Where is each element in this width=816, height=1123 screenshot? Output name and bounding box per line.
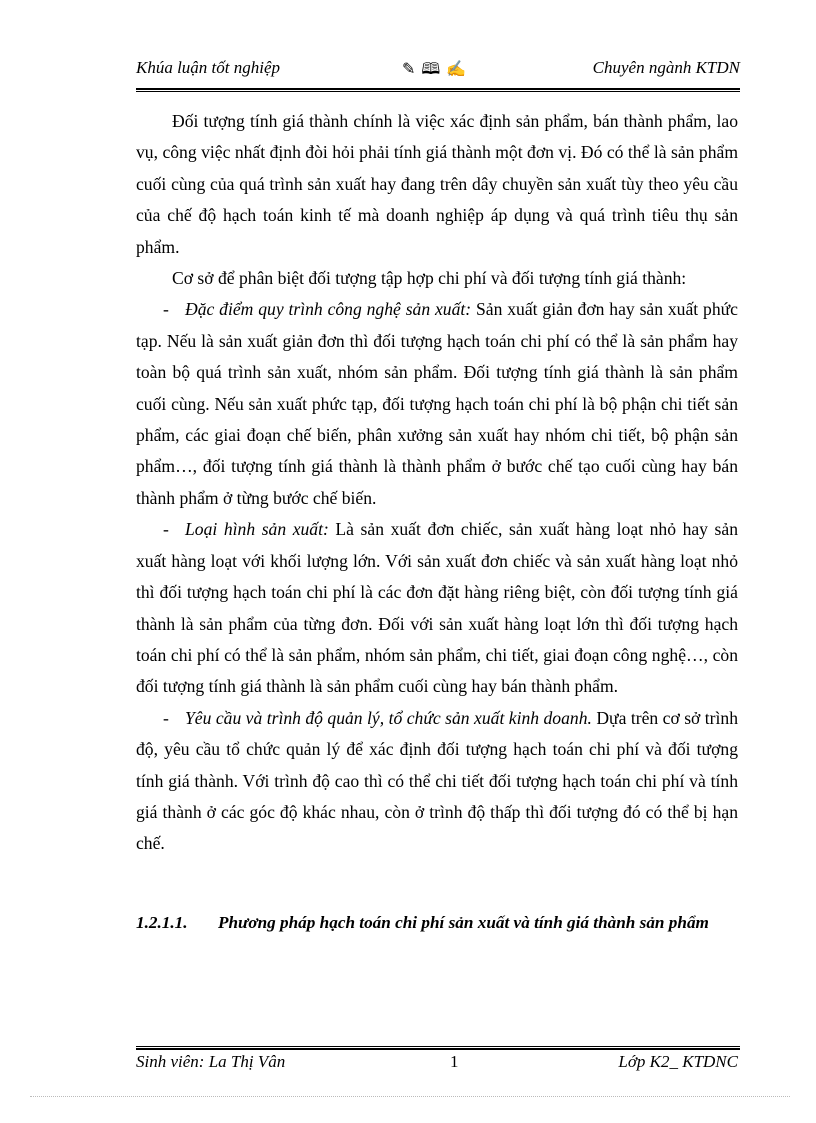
section-number: 1.2.1.1. <box>136 913 188 932</box>
paragraph-intro: Đối tượng tính giá thành chính là việc xác định sản phẩm, bán thành phẩm, lao vụ, công việc nhất định đòi hỏi phải tính giá thành một đơn vị. Đó có thể là sản phẩm cuối cùng của quá trình sản xuất hay đang trên dây chuyền sản xuất tùy theo yêu cầu của chế độ hạch toán kinh tế mà doanh nghiệp áp dụng và quá trình tiêu thụ sản phẩm. <box>136 111 738 257</box>
list-item-label: Yêu cầu và trình độ quản lý, tổ chức sản xuất kinh doanh. <box>185 707 592 728</box>
header-rule <box>136 88 740 92</box>
footer-student: Sinh viên: La Thị Vân <box>136 1052 286 1071</box>
header-thesis-title: Khúa luận tốt nghiệp <box>136 58 281 77</box>
section-heading <box>136 913 709 933</box>
list-dash: - <box>163 707 169 728</box>
list-dash: - <box>163 519 169 540</box>
list-item-process <box>136 294 738 514</box>
header-ornament-icon: ✎ 🕮 ✍ <box>402 61 468 78</box>
page-header <box>136 58 740 82</box>
list-item-text: Dựa trên cơ sở trình độ, yêu cầu tổ chức quản lý để xác định đối tượng hạch toán chi phí và đối tượng tính giá thành. Với trình độ cao thì có thể chi tiết đối tượng hạch toán chi phí và tính giá thành ở các góc độ khác nhau, còn ở trình độ thấp thì đối tượng đó có thể bị hạn chế. <box>136 707 739 854</box>
list-item-management <box>136 703 738 860</box>
list-item-label: Loại hình sản xuất: <box>185 519 329 540</box>
footer-class: Lớp K2_ KTDNC <box>618 1052 738 1071</box>
section-title: Phương pháp hạch toán chi phí sản xuất và tính giá thành sản phẩm <box>218 913 709 932</box>
list-item-production-type <box>136 514 738 702</box>
page-number: 1 <box>450 1052 459 1071</box>
body-text <box>136 106 738 860</box>
list-item-label: Đặc điểm quy trình công nghệ sản xuất: <box>185 299 472 320</box>
list-dash: - <box>163 299 169 320</box>
list-item-text: Sản xuất giản đơn hay sản xuất phức tạp. Nếu là sản xuất giản đơn thì đối tượng hạch toán chi phí có thể là sản phẩm hay toàn bộ quá trình sản xuất, nhóm sản phẩm. Đối tượng tính giá thành là sản phẩm cuối cùng. Nếu sản xuất phức tạp, đối tượng hạch toán chi phí là bộ phận chi tiết sản phẩm, các giai đoạn chế biến, phân xưởng sản xuất hay nhóm chi tiết, bộ phận sản phẩm…, đối tượng tính giá thành là thành phẩm ở bước chế tạo cuối cùng hay bán thành phẩm ở từng bước chế biến. <box>136 299 738 508</box>
list-item-text: Là sản xuất đơn chiếc, sản xuất hàng loạt nhỏ hay sản xuất hàng loạt với khối lượng lớn. Với sản xuất đơn chiếc và sản xuất hàng loạt nhỏ thì đối tượng hạch toán chi phí là các đơn đặt hàng riêng biệt, còn đối tượng tính giá thành là sản phẩm của từng đơn. Đối với sản xuất hàng loạt lớn thì đối tượng hạch toán chi phí có thể là sản phẩm, nhóm sản phẩm, chi tiết, giai đoạn công nghệ…, còn đối tượng tính giá thành là sản phẩm cuối cùng hay bán thành phẩm. <box>136 519 738 697</box>
header-major: Chuyên ngành KTDN <box>592 58 740 77</box>
paragraph-basis: Cơ sở để phân biệt đối tượng tập hợp chi phí và đối tượng tính giá thành: <box>172 268 687 289</box>
page-footer <box>136 1052 740 1076</box>
footer-rule <box>136 1046 740 1050</box>
page-boundary <box>30 1096 790 1097</box>
